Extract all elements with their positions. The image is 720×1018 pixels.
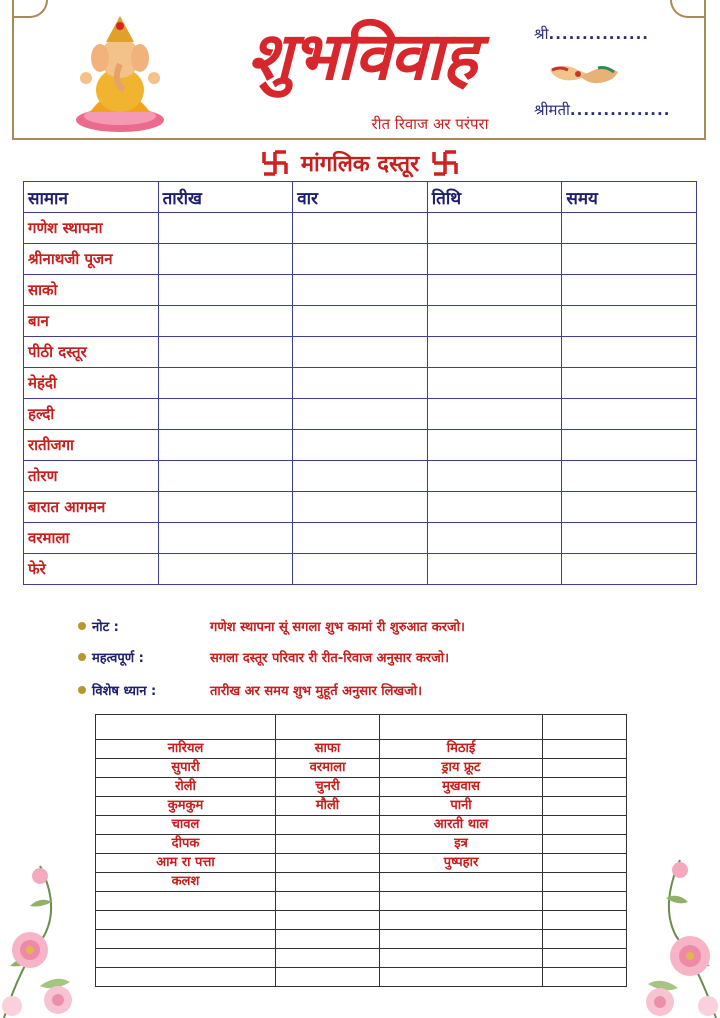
ganesh-illustration — [72, 12, 168, 134]
tithi-cell[interactable] — [427, 244, 562, 275]
items-cell — [96, 930, 276, 949]
items-cell: चावल — [96, 816, 276, 835]
items-cell: मिठाई — [380, 740, 543, 759]
ceremony-name: बान — [24, 306, 159, 337]
shrimati-field — [534, 100, 670, 120]
date-cell[interactable] — [158, 368, 293, 399]
table-row — [24, 337, 697, 368]
items-cell — [543, 835, 627, 854]
day-cell[interactable] — [293, 244, 428, 275]
items-cell — [276, 854, 380, 873]
items-row — [96, 759, 627, 778]
column-header: वार — [293, 182, 428, 213]
items-cell — [276, 816, 380, 835]
note-text: तारीख अर समय शुभ मुहूर्त अनुसार लिखजो। — [210, 684, 423, 699]
swastik-icon — [431, 149, 459, 177]
tithi-cell[interactable] — [427, 430, 562, 461]
date-cell[interactable] — [158, 399, 293, 430]
items-cell: वरमाला — [276, 759, 380, 778]
items-cell — [96, 968, 276, 987]
items-row — [96, 911, 627, 930]
tithi-cell[interactable] — [427, 461, 562, 492]
shri-dots: ............... — [548, 25, 649, 43]
date-cell[interactable] — [158, 275, 293, 306]
day-cell[interactable] — [293, 306, 428, 337]
date-cell[interactable] — [158, 337, 293, 368]
items-cell — [543, 930, 627, 949]
items-cell — [380, 949, 543, 968]
time-cell[interactable] — [562, 492, 697, 523]
items-cell — [543, 968, 627, 987]
tithi-cell[interactable] — [427, 306, 562, 337]
items-cell — [543, 759, 627, 778]
floral-decoration-left — [0, 846, 84, 1018]
items-cell — [380, 873, 543, 892]
page-title: शुभविवाह — [247, 17, 477, 95]
swastik-icon — [261, 149, 289, 177]
date-cell[interactable] — [158, 244, 293, 275]
day-cell[interactable] — [293, 461, 428, 492]
page-subtitle: रीत रिवाज अर परंपरा — [371, 115, 489, 133]
items-cell — [276, 892, 380, 911]
ceremony-name: साको — [24, 275, 159, 306]
shri-label: श्री — [534, 25, 549, 43]
ceremony-header-row — [24, 182, 697, 213]
items-cell — [380, 968, 543, 987]
date-cell[interactable] — [158, 306, 293, 337]
items-row — [96, 892, 627, 911]
tithi-cell[interactable] — [427, 399, 562, 430]
day-cell[interactable] — [293, 492, 428, 523]
items-cell: साफा — [276, 740, 380, 759]
items-cell: मुखवास — [380, 778, 543, 797]
table-row — [24, 275, 697, 306]
day-cell[interactable] — [293, 213, 428, 244]
items-cell — [96, 892, 276, 911]
note-label: महत्वपूर्ण : — [92, 651, 144, 666]
items-row — [96, 797, 627, 816]
date-cell[interactable] — [158, 430, 293, 461]
items-cell — [276, 715, 380, 740]
column-header: सामान — [24, 182, 159, 213]
shrimati-label: श्रीमती — [534, 101, 570, 119]
ceremony-name: गणेश स्थापना — [24, 213, 159, 244]
items-cell: आम रा पत्ता — [96, 854, 276, 873]
floral-decoration-right — [632, 846, 720, 1018]
time-cell[interactable] — [562, 306, 697, 337]
time-cell[interactable] — [562, 337, 697, 368]
items-row — [96, 873, 627, 892]
ceremony-name: मेहंदी — [24, 368, 159, 399]
day-cell[interactable] — [293, 430, 428, 461]
ceremony-name: श्रीनाथजी पूजन — [24, 244, 159, 275]
time-cell[interactable] — [562, 213, 697, 244]
note-text: गणेश स्थापना सूं सगला शुभ कामां री शुरुआत करजो। — [210, 620, 465, 635]
items-cell: इत्र — [380, 835, 543, 854]
note-text: सगला दस्तूर परिवार री रीत-रिवाज अनुसार करजो। — [210, 651, 450, 666]
items-cell — [380, 715, 543, 740]
items-cell: सुपारी — [96, 759, 276, 778]
items-cell — [276, 930, 380, 949]
items-cell — [543, 816, 627, 835]
items-cell: पुष्पहार — [380, 854, 543, 873]
date-cell[interactable] — [158, 523, 293, 554]
items-cell — [543, 715, 627, 740]
date-cell[interactable] — [158, 213, 293, 244]
section-title-text: मांगलिक दस्तूर — [300, 152, 420, 177]
bullet-icon — [78, 622, 86, 630]
items-cell: चुनरी — [276, 778, 380, 797]
items-row — [96, 816, 627, 835]
ceremony-name: रातीजगा — [24, 430, 159, 461]
note-label: विशेष ध्यान : — [92, 684, 157, 699]
items-row — [96, 854, 627, 873]
items-cell: कलश — [96, 873, 276, 892]
ceremony-name: तोरण — [24, 461, 159, 492]
items-cell: मौली — [276, 797, 380, 816]
items-cell: पानी — [380, 797, 543, 816]
table-row — [24, 554, 697, 585]
items-cell — [543, 873, 627, 892]
time-cell[interactable] — [562, 275, 697, 306]
column-header: तारीख — [158, 182, 293, 213]
items-row — [96, 778, 627, 797]
date-cell[interactable] — [158, 492, 293, 523]
time-cell[interactable] — [562, 399, 697, 430]
ceremony-name: वरमाला — [24, 523, 159, 554]
items-cell — [380, 930, 543, 949]
section-title — [224, 146, 496, 180]
table-row — [24, 399, 697, 430]
date-cell[interactable] — [158, 554, 293, 585]
items-cell — [96, 911, 276, 930]
items-cell — [380, 911, 543, 930]
items-cell — [276, 911, 380, 930]
items-cell: कुमकुम — [96, 797, 276, 816]
items-cell: दीपक — [96, 835, 276, 854]
shri-field — [534, 24, 649, 44]
items-row — [96, 715, 627, 740]
table-row — [24, 244, 697, 275]
bullet-icon — [78, 653, 86, 661]
tithi-cell[interactable] — [427, 492, 562, 523]
items-cell — [96, 715, 276, 740]
items-cell — [543, 778, 627, 797]
note-row — [78, 678, 678, 702]
tithi-cell[interactable] — [427, 554, 562, 585]
day-cell[interactable] — [293, 275, 428, 306]
tithi-cell[interactable] — [427, 213, 562, 244]
tithi-cell[interactable] — [427, 275, 562, 306]
items-cell — [276, 835, 380, 854]
items-table — [95, 714, 627, 987]
items-cell — [543, 854, 627, 873]
note-label: नोट : — [92, 620, 119, 635]
time-cell[interactable] — [562, 554, 697, 585]
items-cell — [543, 911, 627, 930]
day-cell[interactable] — [293, 554, 428, 585]
tithi-cell[interactable] — [427, 337, 562, 368]
items-row — [96, 949, 627, 968]
items-cell — [543, 949, 627, 968]
time-cell[interactable] — [562, 368, 697, 399]
time-cell[interactable] — [562, 461, 697, 492]
table-row — [24, 306, 697, 337]
date-cell[interactable] — [158, 461, 293, 492]
tithi-cell[interactable] — [427, 523, 562, 554]
time-cell[interactable] — [562, 430, 697, 461]
items-cell — [543, 740, 627, 759]
items-row — [96, 835, 627, 854]
table-row — [24, 523, 697, 554]
table-row — [24, 368, 697, 399]
items-cell — [380, 892, 543, 911]
items-cell: ड्राय फ्रूट — [380, 759, 543, 778]
column-header: तिथि — [427, 182, 562, 213]
items-cell — [276, 873, 380, 892]
items-cell — [96, 949, 276, 968]
ceremony-table — [23, 181, 697, 585]
table-row — [24, 492, 697, 523]
items-row — [96, 740, 627, 759]
note-row — [78, 645, 678, 669]
ceremony-name: हल्दी — [24, 399, 159, 430]
items-row — [96, 930, 627, 949]
day-cell[interactable] — [293, 399, 428, 430]
time-cell[interactable] — [562, 523, 697, 554]
note-row — [78, 614, 678, 638]
items-cell — [543, 892, 627, 911]
items-cell: नारियल — [96, 740, 276, 759]
day-cell[interactable] — [293, 337, 428, 368]
table-row — [24, 430, 697, 461]
table-row — [24, 213, 697, 244]
items-cell — [276, 949, 380, 968]
day-cell[interactable] — [293, 368, 428, 399]
items-cell: रोली — [96, 778, 276, 797]
bullet-icon — [78, 686, 86, 694]
shrimati-dots: ............... — [569, 101, 671, 119]
items-cell — [543, 797, 627, 816]
wedding-hands-icon — [548, 56, 620, 90]
ceremony-name: बारात आगमन — [24, 492, 159, 523]
tithi-cell[interactable] — [427, 368, 562, 399]
items-cell — [276, 968, 380, 987]
day-cell[interactable] — [293, 523, 428, 554]
time-cell[interactable] — [562, 244, 697, 275]
table-row — [24, 461, 697, 492]
ceremony-name: पीठी दस्तूर — [24, 337, 159, 368]
column-header: समय — [562, 182, 697, 213]
ceremony-name: फेरे — [24, 554, 159, 585]
items-cell: आरती थाल — [380, 816, 543, 835]
items-row — [96, 968, 627, 987]
